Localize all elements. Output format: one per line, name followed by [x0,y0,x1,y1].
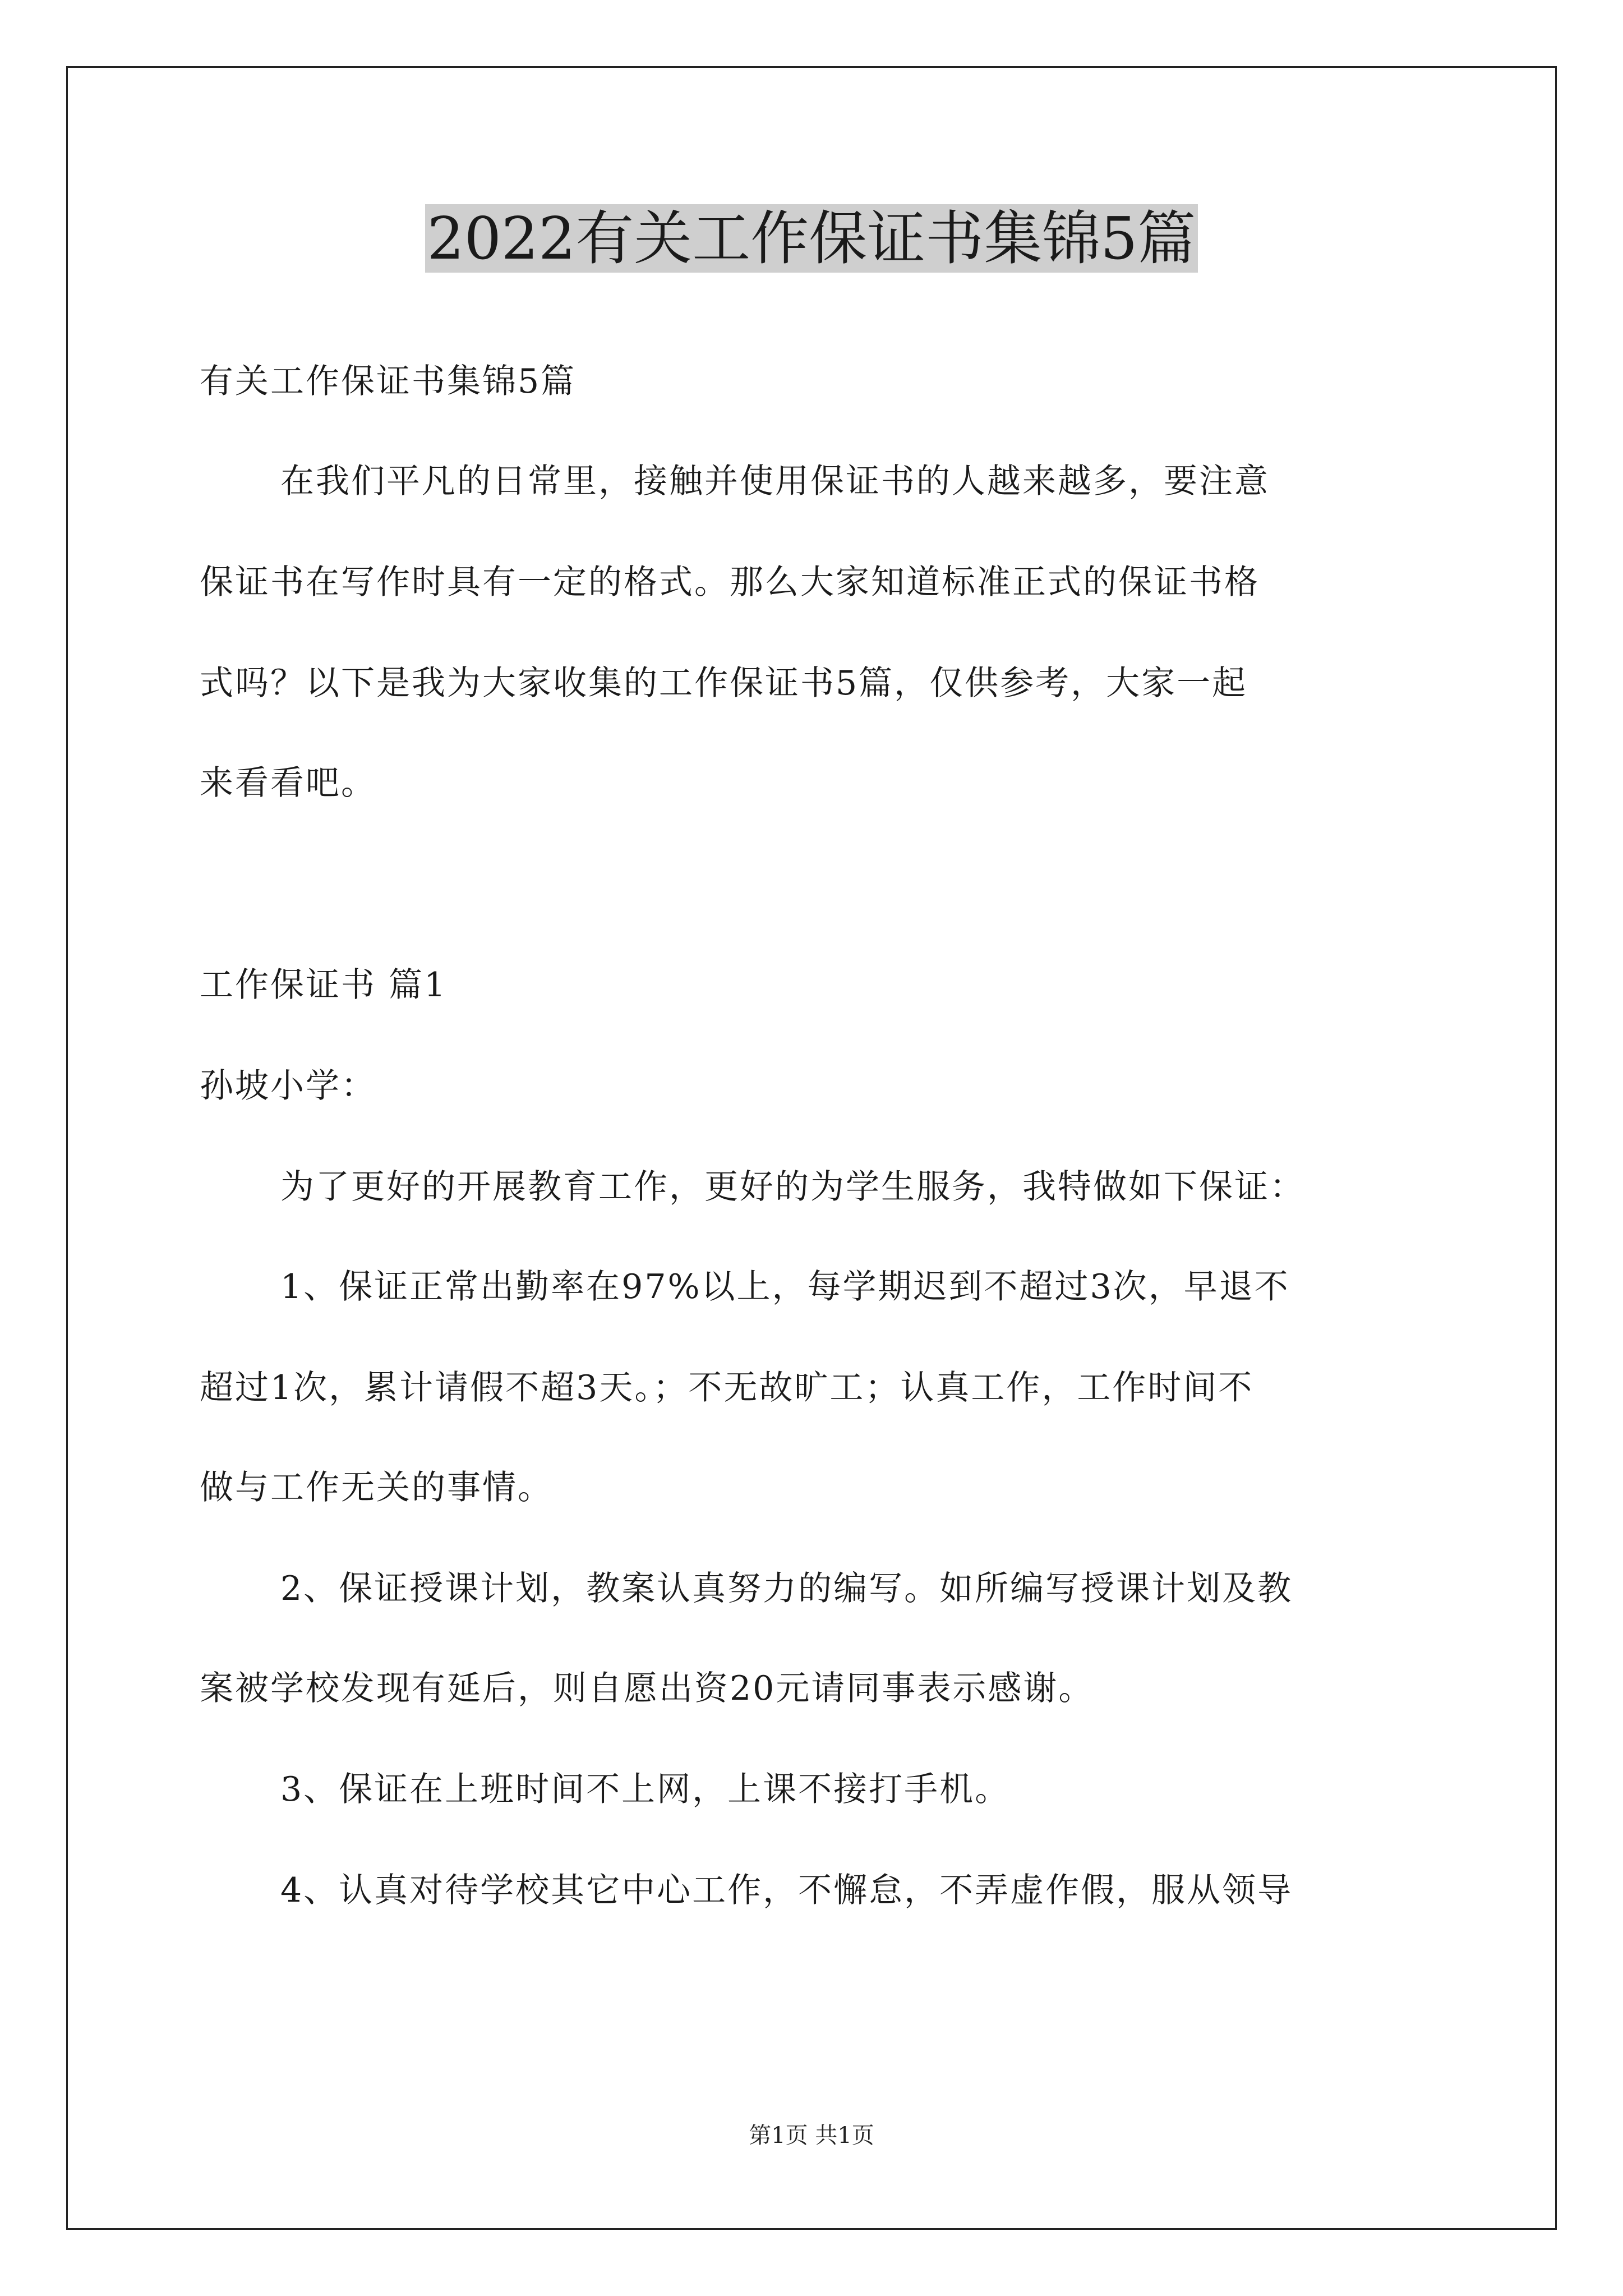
item-4-line-1: 4、认真对待学校其它中心工作，不懈怠，不弄虚作假，服从领导 [280,1871,1293,1910]
salutation: 孙坡小学： [200,1066,376,1106]
item-2-line-1: 2、保证授课计划，教案认真努力的编写。如所编写授课计划及教 [280,1569,1293,1608]
intro-line-4: 来看看吧。 [200,763,376,803]
item-1-line-2: 超过1次，累计请假不超3天。；不无故旷工；认真工作，工作时间不 [200,1368,1254,1407]
document-title [0,199,1623,278]
subtitle-line: 有关工作保证书集锦5篇 [200,362,577,401]
intro-line-2: 保证书在写作时具有一定的格式。那么大家知道标准正式的保证书格 [200,563,1260,602]
document-title-text: 2022有关工作保证书集锦5篇 [425,204,1198,273]
intro-line-3: 式吗？以下是我为大家收集的工作保证书5篇，仅供参考，大家一起 [200,664,1248,703]
item-3-line-1: 3、保证在上班时间不上网，上课不接打手机。 [280,1770,1011,1809]
item-1-line-1: 1、保证正常出勤率在97%以上，每学期迟到不超过3次，早退不 [280,1267,1290,1306]
item-2-line-2: 案被学校发现有延后，则自愿出资20元请同事表示感谢。 [200,1669,1094,1708]
section-heading: 工作保证书 篇1 [200,965,448,1005]
intro-line-1: 在我们平凡的日常里，接触并使用保证书的人越来越多，要注意 [280,462,1270,501]
pledge-intro: 为了更好的开展教育工作，更好的为学生服务，我特做如下保证： [280,1167,1305,1207]
item-1-line-3: 做与工作无关的事情。 [200,1468,553,1507]
page-footer: 第1页 共1页 [749,2123,874,2148]
